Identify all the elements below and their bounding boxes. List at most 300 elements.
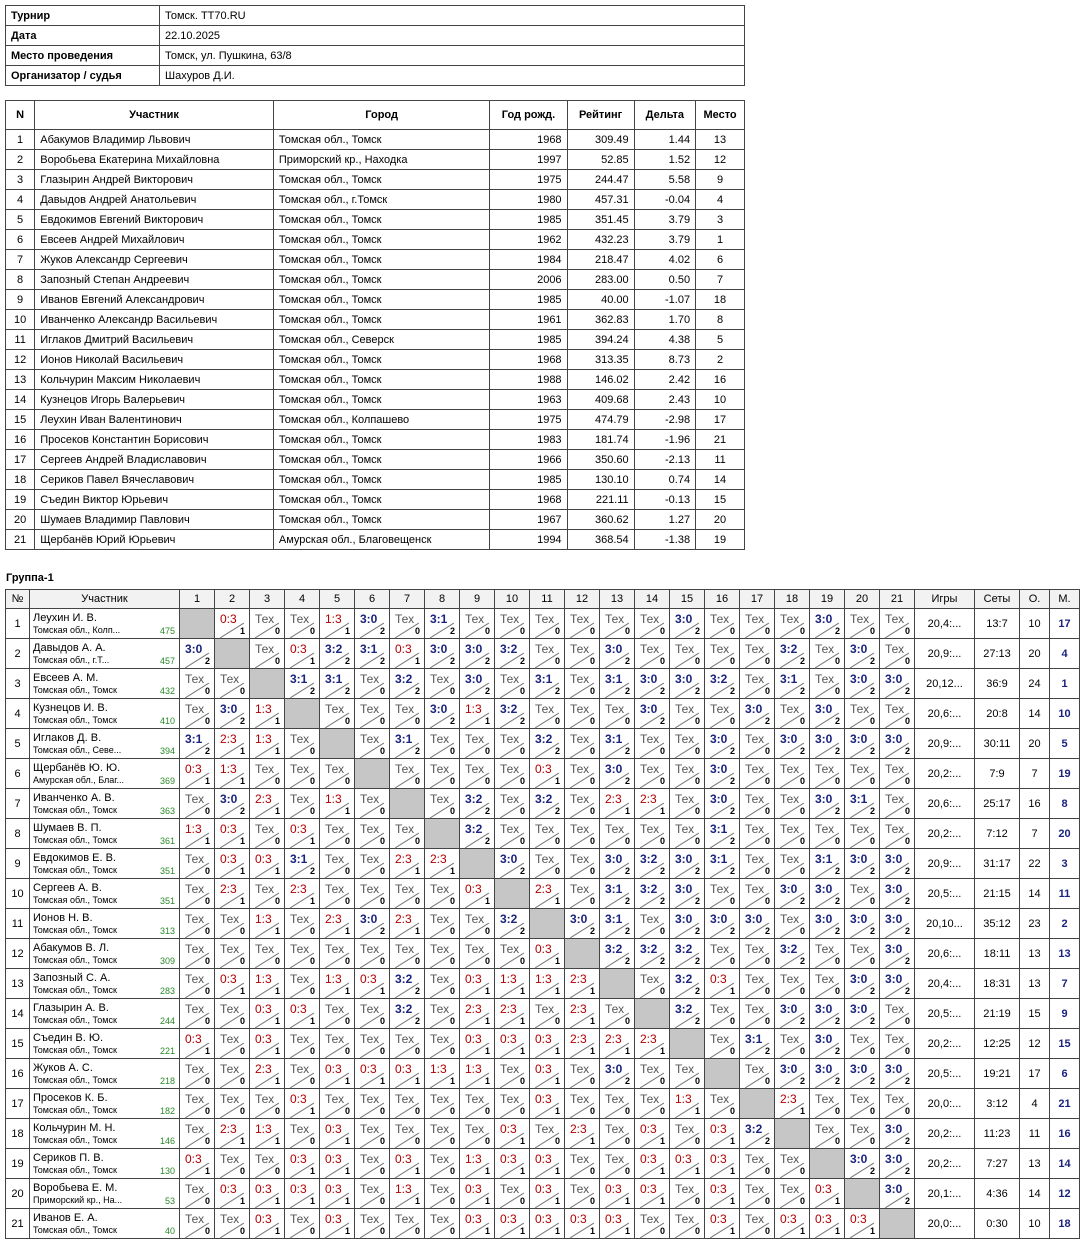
result-score: Тех <box>780 1032 800 1046</box>
result-points: 0 <box>379 1136 385 1146</box>
result-cell <box>215 1149 250 1179</box>
result-points: 2 <box>799 956 805 966</box>
row-sets: 7:27 <box>975 1149 1020 1179</box>
result-points: 0 <box>554 656 560 666</box>
result-cell <box>880 759 915 789</box>
player-name: Съедин В. Ю. <box>33 1031 104 1044</box>
result-points: 1 <box>554 1046 560 1056</box>
player-cell: -2.13 <box>634 450 695 470</box>
result-score: 3:1 <box>605 912 623 926</box>
result-points: 0 <box>624 1166 630 1176</box>
result-cell <box>880 699 915 729</box>
result-cell <box>285 669 320 699</box>
result-cell <box>565 849 600 879</box>
result-cell <box>565 819 600 849</box>
result-cell <box>635 1209 670 1239</box>
player-cell: 1 <box>696 230 745 250</box>
result-score: 3:0 <box>465 672 483 686</box>
row-player <box>30 1059 180 1089</box>
result-cell <box>495 1059 530 1089</box>
result-score: 3:0 <box>605 852 623 866</box>
result-points: 0 <box>729 656 735 666</box>
result-cell <box>425 1059 460 1089</box>
result-points: 0 <box>799 926 805 936</box>
result-score: Тех <box>745 792 765 806</box>
row-index: 18 <box>6 1119 30 1149</box>
result-score: Тех <box>780 702 800 716</box>
result-cell <box>460 729 495 759</box>
result-score: Тех <box>430 1032 450 1046</box>
result-points: 0 <box>484 1136 490 1146</box>
result-score: Тех <box>290 972 310 986</box>
player-cell: 4 <box>6 190 35 210</box>
player-cell: Шумаев Владимир Павлович <box>35 510 274 530</box>
result-points: 0 <box>309 926 315 936</box>
result-cell <box>180 1089 215 1119</box>
row-sets: 20:8 <box>975 699 1020 729</box>
player-cell: 2 <box>696 350 745 370</box>
result-score: Тех <box>815 1092 835 1106</box>
result-score: 0:3 <box>325 1152 342 1166</box>
result-points: 2 <box>344 686 350 696</box>
result-points: 2 <box>659 716 665 726</box>
result-points: 1 <box>729 1196 735 1206</box>
result-cell <box>285 879 320 909</box>
info-label: Место проведения <box>6 46 160 66</box>
group-row <box>6 729 1080 759</box>
result-points: 2 <box>554 806 560 816</box>
result-points: 2 <box>834 746 840 756</box>
result-cell <box>880 1119 915 1149</box>
result-points: 1 <box>414 1166 420 1176</box>
info-label: Организатор / судья <box>6 66 160 86</box>
result-score: Тех <box>710 942 730 956</box>
result-cell <box>600 639 635 669</box>
player-row <box>6 270 745 290</box>
result-score: Тех <box>185 672 205 686</box>
result-score: Тех <box>430 672 450 686</box>
result-cell <box>425 939 460 969</box>
result-points: 0 <box>624 1016 630 1026</box>
result-score: Тех <box>395 942 415 956</box>
result-points: 1 <box>729 1136 735 1146</box>
result-points: 1 <box>449 1076 455 1086</box>
result-cell <box>635 759 670 789</box>
row-place: 2 <box>1050 909 1080 939</box>
player-cell: Томская обл., Томск <box>273 250 490 270</box>
result-points: 0 <box>309 806 315 816</box>
player-cell: 2.43 <box>634 390 695 410</box>
result-points: 0 <box>379 716 385 726</box>
result-points: 0 <box>764 1076 770 1086</box>
result-score: 3:2 <box>780 942 798 956</box>
result-points: 2 <box>834 1016 840 1026</box>
result-score: 0:3 <box>185 762 202 776</box>
player-cell: 1968 <box>490 130 567 150</box>
result-points: 2 <box>519 926 525 936</box>
result-points: 1 <box>344 1196 350 1206</box>
player-cell: 6 <box>6 230 35 250</box>
result-points: 0 <box>484 956 490 966</box>
result-score: 3:0 <box>605 642 623 656</box>
result-score: 3:0 <box>850 1002 868 1016</box>
result-score: Тех <box>220 1002 240 1016</box>
result-points: 0 <box>274 956 280 966</box>
player-cell: 2.42 <box>634 370 695 390</box>
col-opponent: 5 <box>320 590 355 609</box>
row-points: 10 <box>1020 609 1050 639</box>
result-points: 0 <box>764 656 770 666</box>
result-cell <box>635 1029 670 1059</box>
result-points: 0 <box>694 746 700 756</box>
player-name: Шумаев В. П. <box>33 821 102 834</box>
result-cell <box>600 1089 635 1119</box>
result-points: 1 <box>274 1136 280 1146</box>
player-cell: Запозный Степан Андреевич <box>35 270 274 290</box>
result-points: 1 <box>484 986 490 996</box>
result-points: 2 <box>904 866 910 876</box>
result-cell <box>425 729 460 759</box>
player-cell: 1985 <box>490 210 567 230</box>
result-score: Тех <box>780 1152 800 1166</box>
result-points: 1 <box>554 1106 560 1116</box>
result-points: 1 <box>589 1136 595 1146</box>
result-score: Тех <box>360 1182 380 1196</box>
result-points: 1 <box>309 656 315 666</box>
result-cell <box>215 1089 250 1119</box>
player-cell: Иванов Евгений Александрович <box>35 290 274 310</box>
result-points: 2 <box>484 656 490 666</box>
result-score: 3:2 <box>395 672 413 686</box>
result-cell <box>180 849 215 879</box>
result-points: 1 <box>624 1196 630 1206</box>
result-cell <box>215 969 250 999</box>
col-opponent: 14 <box>635 590 670 609</box>
player-row <box>6 530 745 550</box>
result-score: Тех <box>640 1092 660 1106</box>
result-score: 3:0 <box>850 912 868 926</box>
result-cell <box>215 1059 250 1089</box>
result-score: 1:3 <box>325 972 342 986</box>
result-points: 0 <box>519 1106 525 1116</box>
result-points: 0 <box>764 1016 770 1026</box>
result-score: Тех <box>255 882 275 896</box>
result-cell <box>355 1059 390 1089</box>
result-points: 0 <box>239 956 245 966</box>
result-score: Тех <box>815 972 835 986</box>
result-points: 0 <box>554 1136 560 1146</box>
result-points: 1 <box>484 1226 490 1236</box>
result-cell <box>425 669 460 699</box>
result-points: 0 <box>799 776 805 786</box>
player-city: Томская обл., Томск <box>33 804 117 815</box>
result-score: Тех <box>850 762 870 776</box>
info-value: Шахуров Д.И. <box>160 66 745 86</box>
player-rating: 309 <box>159 956 175 966</box>
result-cell <box>670 669 705 699</box>
result-score: Тех <box>640 972 660 986</box>
result-cell <box>250 909 285 939</box>
result-points: 0 <box>449 776 455 786</box>
result-cell <box>635 609 670 639</box>
player-cell: 1983 <box>490 430 567 450</box>
result-score: Тех <box>535 1002 555 1016</box>
group-row <box>6 999 1080 1029</box>
player-cell: 283.00 <box>567 270 634 290</box>
result-score: 2:3 <box>605 792 622 806</box>
player-cell: Томская обл., Томск <box>273 450 490 470</box>
result-points: 2 <box>904 956 910 966</box>
result-cell <box>740 789 775 819</box>
result-cell <box>390 1179 425 1209</box>
result-score: 0:3 <box>640 1182 657 1196</box>
result-score: Тех <box>395 612 415 626</box>
result-points: 2 <box>659 866 665 876</box>
result-score: 3:1 <box>710 822 728 836</box>
result-cell <box>215 1029 250 1059</box>
player-cell: 40.00 <box>567 290 634 310</box>
result-points: 0 <box>764 1226 770 1236</box>
player-cell: 14 <box>6 390 35 410</box>
player-cell: Томская обл., Томск <box>273 170 490 190</box>
result-score: 0:3 <box>535 1152 552 1166</box>
player-cell: -2.98 <box>634 410 695 430</box>
result-score: 0:3 <box>500 1152 517 1166</box>
result-score: Тех <box>290 732 310 746</box>
result-score: Тех <box>745 1152 765 1166</box>
result-points: 0 <box>834 986 840 996</box>
col-opponent: 17 <box>740 590 775 609</box>
result-cell <box>390 999 425 1029</box>
result-cell <box>425 1209 460 1239</box>
result-cell <box>285 1149 320 1179</box>
result-score: Тех <box>570 702 590 716</box>
result-points: 2 <box>484 686 490 696</box>
result-cell <box>460 699 495 729</box>
result-score: Тех <box>675 732 695 746</box>
result-points: 0 <box>729 1046 735 1056</box>
result-cell <box>670 759 705 789</box>
result-score: 3:0 <box>815 1062 833 1076</box>
result-points: 0 <box>344 776 350 786</box>
result-score: Тех <box>465 1122 485 1136</box>
players-header-cell: Дельта <box>634 101 695 130</box>
result-points: 2 <box>729 926 735 936</box>
result-cell <box>775 1059 810 1089</box>
row-games: 20,5:... <box>915 999 975 1029</box>
result-points: 0 <box>309 1076 315 1086</box>
result-cell <box>775 939 810 969</box>
player-cell: 19 <box>6 490 35 510</box>
player-cell: 181.74 <box>567 430 634 450</box>
result-score: 3:0 <box>850 732 868 746</box>
player-name: Воробьева Е. М. <box>33 1181 118 1194</box>
result-score: 0:3 <box>465 1182 482 1196</box>
result-score: 3:0 <box>640 672 658 686</box>
player-cell: -1.96 <box>634 430 695 450</box>
result-score: 3:0 <box>430 702 448 716</box>
result-points: 1 <box>414 866 420 876</box>
row-index: 8 <box>6 819 30 849</box>
result-points: 2 <box>449 626 455 636</box>
info-value: 22.10.2025 <box>160 26 745 46</box>
result-cell <box>320 609 355 639</box>
result-score: 3:0 <box>885 852 903 866</box>
result-cell <box>460 1149 495 1179</box>
col-opponent: 18 <box>775 590 810 609</box>
row-place: 18 <box>1050 1209 1080 1239</box>
result-cell <box>215 699 250 729</box>
result-points: 0 <box>799 866 805 876</box>
result-score: 3:2 <box>500 912 518 926</box>
player-cell: 457.31 <box>567 190 634 210</box>
result-points: 0 <box>869 1046 875 1056</box>
row-points: 13 <box>1020 939 1050 969</box>
row-games: 20,9:... <box>915 729 975 759</box>
result-score: Тех <box>465 732 485 746</box>
result-cell <box>775 759 810 789</box>
result-cell <box>740 669 775 699</box>
result-cell <box>425 639 460 669</box>
result-cell <box>705 909 740 939</box>
result-cell <box>495 849 530 879</box>
result-score: Тех <box>885 1002 905 1016</box>
row-player <box>30 1029 180 1059</box>
row-games: 20,4:... <box>915 609 975 639</box>
result-score: 2:3 <box>570 1032 587 1046</box>
result-score: 1:3 <box>325 792 342 806</box>
result-points: 0 <box>309 626 315 636</box>
result-cell <box>845 789 880 819</box>
result-points: 2 <box>624 896 630 906</box>
player-cell: 4 <box>696 190 745 210</box>
player-cell: 474.79 <box>567 410 634 430</box>
result-score: Тех <box>185 1062 205 1076</box>
player-name: Абакумов В. Л. <box>33 941 110 954</box>
player-cell: 10 <box>6 310 35 330</box>
result-cell <box>705 1149 740 1179</box>
player-cell: Томская обл., Колпашево <box>273 410 490 430</box>
result-score: Тех <box>745 1182 765 1196</box>
result-cell <box>215 849 250 879</box>
result-points: 0 <box>449 1136 455 1146</box>
result-score: 0:3 <box>325 1122 342 1136</box>
result-points: 0 <box>274 776 280 786</box>
result-points: 0 <box>274 1166 280 1176</box>
result-cell <box>180 969 215 999</box>
result-points: 0 <box>904 656 910 666</box>
player-rating: 394 <box>159 746 175 756</box>
result-score: Тех <box>570 1152 590 1166</box>
result-cell <box>390 609 425 639</box>
result-cell <box>775 849 810 879</box>
row-place: 10 <box>1050 699 1080 729</box>
result-score: 2:3 <box>780 1092 797 1106</box>
result-points: 0 <box>659 1226 665 1236</box>
result-score: 1:3 <box>465 1152 482 1166</box>
player-rating: 221 <box>159 1046 175 1056</box>
result-score: Тех <box>185 882 205 896</box>
result-score: Тех <box>255 1092 275 1106</box>
result-cell <box>425 879 460 909</box>
player-cell: Просеков Константин Борисович <box>35 430 274 450</box>
row-points: 20 <box>1020 639 1050 669</box>
result-cell <box>705 609 740 639</box>
result-points: 0 <box>309 776 315 786</box>
result-points: 2 <box>834 626 840 636</box>
result-cell <box>250 999 285 1029</box>
result-cell <box>705 1029 740 1059</box>
row-place: 20 <box>1050 819 1080 849</box>
result-points: 0 <box>204 686 210 696</box>
result-score: Тех <box>325 762 345 776</box>
result-points: 1 <box>554 896 560 906</box>
diagonal-cell <box>180 609 215 639</box>
result-score: Тех <box>430 882 450 896</box>
result-cell <box>495 1179 530 1209</box>
row-place: 16 <box>1050 1119 1080 1149</box>
player-rating: 369 <box>159 776 175 786</box>
player-cell: 7 <box>6 250 35 270</box>
result-score: 0:3 <box>290 1092 307 1106</box>
result-cell <box>880 1029 915 1059</box>
player-name: Просеков К. Б. <box>33 1091 108 1104</box>
result-points: 1 <box>239 896 245 906</box>
result-points: 1 <box>274 1196 280 1206</box>
result-points: 1 <box>519 1166 525 1176</box>
result-score: Тех <box>710 1032 730 1046</box>
result-cell <box>880 1059 915 1089</box>
result-score: 0:3 <box>255 1212 272 1226</box>
result-score: 3:2 <box>675 942 693 956</box>
player-cell: 3 <box>696 210 745 230</box>
result-points: 0 <box>484 746 490 756</box>
result-score: Тех <box>430 942 450 956</box>
row-index: 19 <box>6 1149 30 1179</box>
player-cell: -0.13 <box>634 490 695 510</box>
player-cell: 1.44 <box>634 130 695 150</box>
player-city: Томская обл., Томск <box>33 1164 117 1175</box>
players-header-cell: Участник <box>35 101 274 130</box>
result-score: Тех <box>675 822 695 836</box>
result-score: Тех <box>220 1092 240 1106</box>
row-points: 14 <box>1020 699 1050 729</box>
result-points: 0 <box>694 1076 700 1086</box>
result-cell <box>215 1179 250 1209</box>
result-score: Тех <box>535 612 555 626</box>
result-points: 1 <box>799 1226 805 1236</box>
group-row <box>6 1059 1080 1089</box>
player-row <box>6 130 745 150</box>
result-points: 1 <box>274 986 280 996</box>
player-city: Томская обл., Томск <box>33 1044 117 1055</box>
diagonal-cell <box>495 879 530 909</box>
result-score: Тех <box>745 672 765 686</box>
row-player <box>30 1209 180 1239</box>
result-score: Тех <box>290 1212 310 1226</box>
result-score: 1:3 <box>675 1092 692 1106</box>
row-games: 20,6:... <box>915 939 975 969</box>
result-cell <box>495 759 530 789</box>
player-row <box>6 430 745 450</box>
result-cell <box>880 819 915 849</box>
result-points: 0 <box>554 716 560 726</box>
result-score: 0:3 <box>710 1182 727 1196</box>
result-cell <box>670 639 705 669</box>
result-score: Тех <box>745 822 765 836</box>
result-cell <box>355 1179 390 1209</box>
result-points: 0 <box>834 776 840 786</box>
